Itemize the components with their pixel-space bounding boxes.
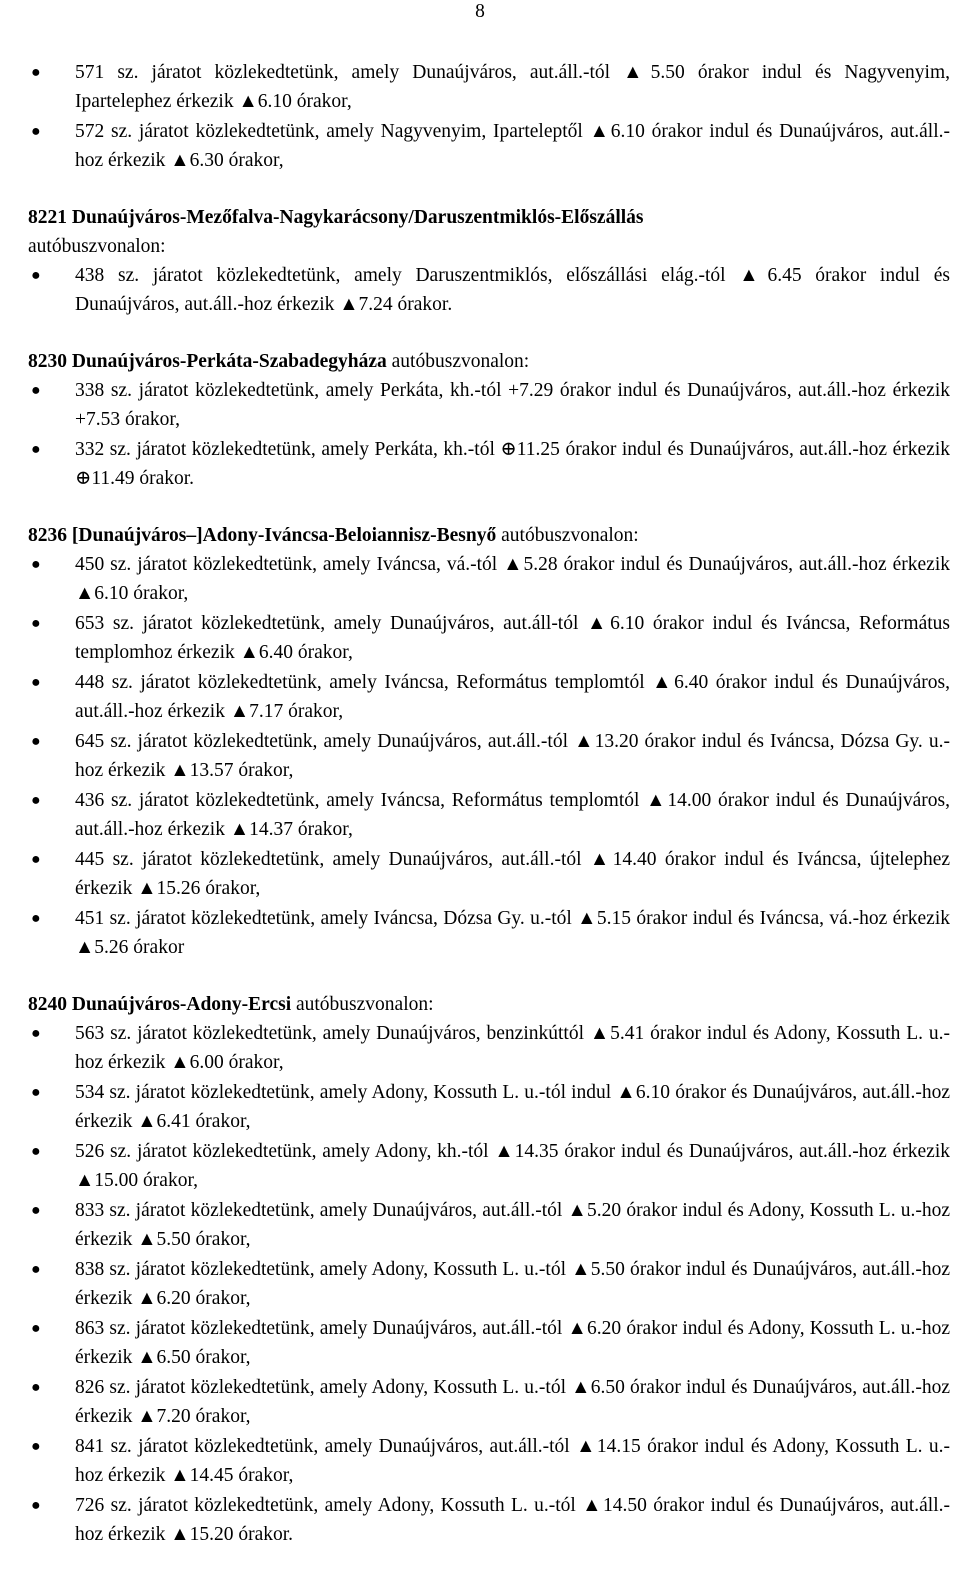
- list-item: [28, 1137, 950, 1195]
- route-list: [28, 376, 950, 493]
- bullet-icon: ●: [31, 1143, 41, 1160]
- item-text: 841 sz. járatot közlekedtetünk, amely Dunaújváros, aut.áll.-tól ▲14.15 órakor indul és Adony, Kossuth L. u.-hoz érkezik ▲14.45 órakor,: [75, 1436, 950, 1486]
- list-item: [28, 261, 950, 319]
- route-name: 8230 Dunaújváros-Perkáta-Szabadegyháza: [28, 351, 387, 372]
- section-8236: [28, 521, 950, 962]
- bullet-icon: ●: [31, 792, 41, 809]
- bullet-icon: ●: [31, 123, 41, 140]
- item-text: 563 sz. járatot közlekedtetünk, amely Dunaújváros, benzinkúttól ▲5.41 órakor indul és Adony, Kossuth L. u.-hoz érkezik ▲6.00 órakor,: [75, 1023, 950, 1073]
- section-heading: [28, 203, 950, 261]
- bullet-icon: ●: [31, 382, 41, 399]
- list-item: [28, 1019, 950, 1077]
- route-list: [28, 261, 950, 319]
- section-intro: [28, 58, 950, 175]
- route-name: 8221 Dunaújváros-Mezőfalva-Nagykarácsony/Daruszentmiklós-Előszállás: [28, 207, 644, 228]
- item-text: 534 sz. járatot közlekedtetünk, amely Adony, Kossuth L. u.-tól indul ▲6.10 órakor és Dunaújváros, aut.áll.-hoz érkezik ▲6.41 órakor,: [75, 1082, 950, 1132]
- section-heading: [28, 521, 950, 550]
- heading-suffix: autóbuszvonalon:: [496, 525, 639, 546]
- heading-suffix: autóbuszvonalon:: [386, 351, 530, 372]
- list-item: [28, 1432, 950, 1490]
- bullet-icon: ●: [31, 674, 41, 691]
- list-item: [28, 550, 950, 608]
- list-item: [28, 904, 950, 962]
- item-text: 436 sz. járatot közlekedtetünk, amely Iváncsa, Református templomtól ▲14.00 órakor indul és Dunaújváros, aut.áll.-hoz érkezik ▲14.37 órakor,: [75, 790, 950, 840]
- list-item: [28, 58, 950, 116]
- item-text: 448 sz. járatot közlekedtetünk, amely Iváncsa, Református templomtól ▲6.40 órakor indul és Dunaújváros, aut.áll.-hoz érkezik ▲7.17 órakor,: [75, 672, 950, 722]
- bullet-icon: ●: [31, 1202, 41, 1219]
- item-text: 338 sz. járatot közlekedtetünk, amely Perkáta, kh.-tól +7.29 órakor indul és Dunaújváros, aut.áll.-hoz érkezik +7.53 órakor,: [75, 380, 950, 430]
- item-text: 726 sz. járatot közlekedtetünk, amely Adony, Kossuth L. u.-tól ▲14.50 órakor indul és Dunaújváros, aut.áll.-hoz érkezik ▲15.20 órakor.: [75, 1495, 950, 1545]
- bullet-icon: ●: [31, 851, 41, 868]
- list-item: [28, 1373, 950, 1431]
- list-item: [28, 1491, 950, 1549]
- list-item: [28, 1196, 950, 1254]
- section-heading: [28, 347, 950, 376]
- section-8230: [28, 347, 950, 493]
- bullet-icon: ●: [31, 1438, 41, 1455]
- item-text: 438 sz. járatot közlekedtetünk, amely Daruszentmiklós, előszállási elág.-tól ▲6.45 órakor indul és Dunaújváros, aut.áll.-hoz érkezik ▲7.24 órakor.: [75, 265, 950, 315]
- heading-suffix: autóbuszvonalon:: [291, 994, 434, 1015]
- bullet-icon: ●: [31, 556, 41, 573]
- list-item: [28, 668, 950, 726]
- item-text: 526 sz. járatot közlekedtetünk, amely Adony, kh.-tól ▲14.35 órakor indul és Dunaújváros, aut.áll.-hoz érkezik ▲15.00 órakor,: [75, 1141, 950, 1191]
- bullet-icon: ●: [31, 615, 41, 632]
- route-name: 8236 [Dunaújváros–]Adony-Iváncsa-Beloiannisz-Besnyő: [28, 525, 497, 546]
- heading-suffix: autóbuszvonalon:: [28, 236, 166, 257]
- list-item: [28, 435, 950, 493]
- item-text: 838 sz. járatot közlekedtetünk, amely Adony, Kossuth L. u.-tól ▲5.50 órakor indul és Dunaújváros, aut.áll.-hoz érkezik ▲6.20 órakor,: [75, 1259, 950, 1309]
- bullet-icon: ●: [31, 1497, 41, 1514]
- item-text: 451 sz. járatot közlekedtetünk, amely Iváncsa, Dózsa Gy. u.-tól ▲5.15 órakor indul és Iváncsa, vá.-hoz érkezik ▲5.26 órakor: [75, 908, 950, 958]
- item-text: 571 sz. járatot közlekedtetünk, amely Dunaújváros, aut.áll.-tól ▲5.50 órakor indul és Nagyvenyim, Ipartelephez érkezik ▲6.10 órakor,: [75, 62, 950, 112]
- section-8240: [28, 990, 950, 1549]
- list-item: [28, 609, 950, 667]
- section-8221: [28, 203, 950, 319]
- bullet-icon: ●: [31, 1261, 41, 1278]
- bullet-icon: ●: [31, 910, 41, 927]
- item-text: 450 sz. járatot közlekedtetünk, amely Iváncsa, vá.-tól ▲5.28 órakor indul és Dunaújváros, aut.áll.-hoz érkezik ▲6.10 órakor,: [75, 554, 950, 604]
- item-text: 645 sz. járatot közlekedtetünk, amely Dunaújváros, aut.áll.-tól ▲13.20 órakor indul és Iváncsa, Dózsa Gy. u.-hoz érkezik ▲13.57 órakor,: [75, 731, 950, 781]
- bullet-icon: ●: [31, 267, 41, 284]
- item-text: 833 sz. járatot közlekedtetünk, amely Dunaújváros, aut.áll.-tól ▲5.20 órakor indul és Adony, Kossuth L. u.-hoz érkezik ▲5.50 órakor,: [75, 1200, 950, 1250]
- bullet-icon: ●: [31, 1084, 41, 1101]
- route-list: [28, 550, 950, 962]
- bullet-icon: ●: [31, 1320, 41, 1337]
- route-name: 8240 Dunaújváros-Adony-Ercsi: [28, 994, 292, 1015]
- bullet-icon: ●: [31, 1379, 41, 1396]
- bullet-icon: ●: [31, 441, 41, 458]
- item-text: 572 sz. járatot közlekedtetünk, amely Nagyvenyim, Iparteleptől ▲6.10 órakor indul és Dunaújváros, aut.áll.-hoz érkezik ▲6.30 órakor,: [75, 121, 950, 171]
- bullet-icon: ●: [31, 1025, 41, 1042]
- list-item: [28, 786, 950, 844]
- item-text: 653 sz. járatot közlekedtetünk, amely Dunaújváros, aut.áll-tól ▲6.10 órakor indul és Iváncsa, Református templomhoz érkezik ▲6.40 órakor,: [75, 613, 950, 663]
- section-heading: [28, 990, 950, 1019]
- list-item: [28, 727, 950, 785]
- list-item: [28, 845, 950, 903]
- item-text: 863 sz. járatot közlekedtetünk, amely Dunaújváros, aut.áll.-tól ▲6.20 órakor indul és Adony, Kossuth L. u.-hoz érkezik ▲6.50 órakor,: [75, 1318, 950, 1368]
- list-item: [28, 117, 950, 175]
- list-item: [28, 1078, 950, 1136]
- route-list: [28, 1019, 950, 1549]
- item-text: 826 sz. járatot közlekedtetünk, amely Adony, Kossuth L. u.-tól ▲6.50 órakor indul és Dunaújváros, aut.áll.-hoz érkezik ▲7.20 órakor,: [75, 1377, 950, 1427]
- list-item: [28, 1255, 950, 1313]
- item-text: 445 sz. járatot közlekedtetünk, amely Dunaújváros, aut.áll.-tól ▲14.40 órakor indul és Iváncsa, újtelephez érkezik ▲15.26 órakor,: [75, 849, 950, 899]
- route-list: [28, 58, 950, 175]
- list-item: [28, 376, 950, 434]
- page-number: 8: [475, 1, 485, 22]
- bullet-icon: ●: [31, 64, 41, 81]
- item-text: 332 sz. járatot közlekedtetünk, amely Perkáta, kh.-tól ⊕11.25 órakor indul és Dunaújváros, aut.áll.-hoz érkezik ⊕11.49 órakor.: [75, 439, 950, 489]
- document-body: [28, 58, 950, 1550]
- bullet-icon: ●: [31, 733, 41, 750]
- list-item: [28, 1314, 950, 1372]
